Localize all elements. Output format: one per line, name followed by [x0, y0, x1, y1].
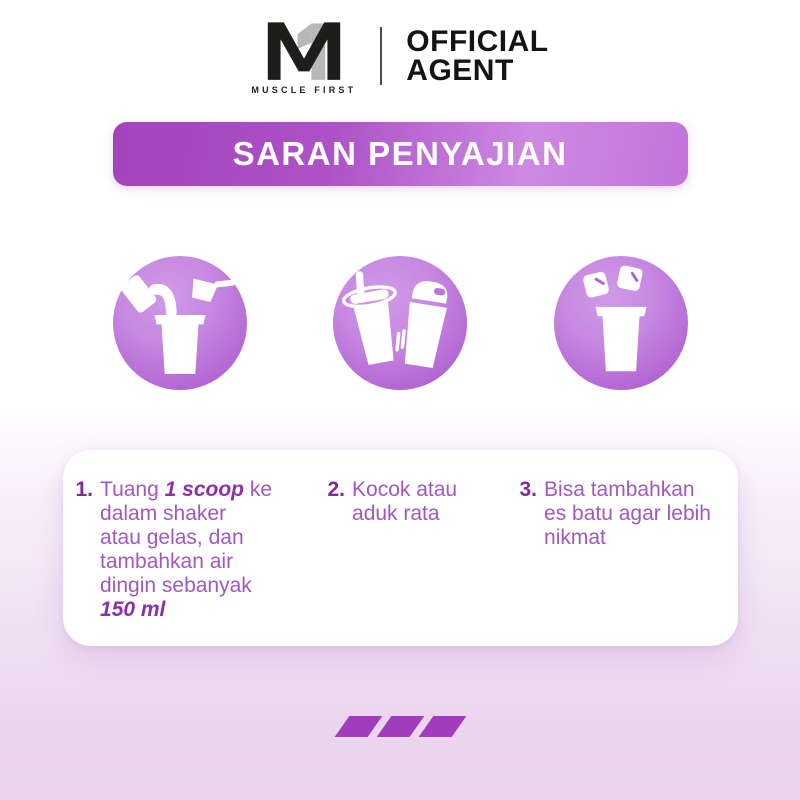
add-ice-cubes-glyph [554, 256, 688, 390]
step-text [352, 478, 472, 526]
slash-shape [376, 716, 424, 737]
step-item-1 [76, 478, 328, 626]
pour-scoop-into-glass-glyph [113, 256, 247, 390]
official-agent-line2: AGENT [406, 53, 514, 87]
slash-shape [334, 716, 382, 737]
header-divider [380, 27, 382, 85]
brand-logo [251, 16, 356, 95]
step-number: 1. [75, 478, 94, 501]
header [0, 0, 800, 95]
steps-card [63, 450, 738, 646]
icon-row [113, 256, 688, 390]
step-text-segment: Bisa tambahkan es batu agar lebih nikmat [544, 478, 711, 549]
official-agent-label [406, 24, 549, 87]
step-text-bold: 150 ml [100, 598, 166, 621]
footer-slashes [0, 716, 800, 737]
step-text [100, 478, 272, 622]
step-text-segment: Tuang [100, 478, 165, 501]
muscle-first-m1-logo-icon [254, 16, 354, 82]
official-agent-line1: OFFICIAL [406, 24, 549, 58]
step-text-bold: 1 scoop [164, 478, 244, 501]
step-item-2 [328, 478, 520, 626]
step-number: 3. [519, 478, 538, 501]
brand-name: MUSCLE FIRST [251, 85, 357, 95]
section-title: SARAN PENYAJIAN [232, 135, 568, 172]
step-text-segment: ke dalam shaker atau gelas, dan tambahkan air dingin sebanyak [100, 478, 272, 597]
step-item-3 [520, 478, 718, 626]
step-text [544, 478, 717, 550]
shake-or-stir-glyph [333, 256, 467, 390]
pour-scoop-into-glass-icon [113, 256, 247, 390]
step-text-segment: Kocok atau aduk rata [352, 478, 458, 525]
section-banner [113, 122, 688, 186]
slash-shape [418, 716, 466, 737]
add-ice-cubes-icon [554, 256, 688, 390]
shake-or-stir-icon [333, 256, 467, 390]
step-number: 2. [327, 478, 346, 501]
